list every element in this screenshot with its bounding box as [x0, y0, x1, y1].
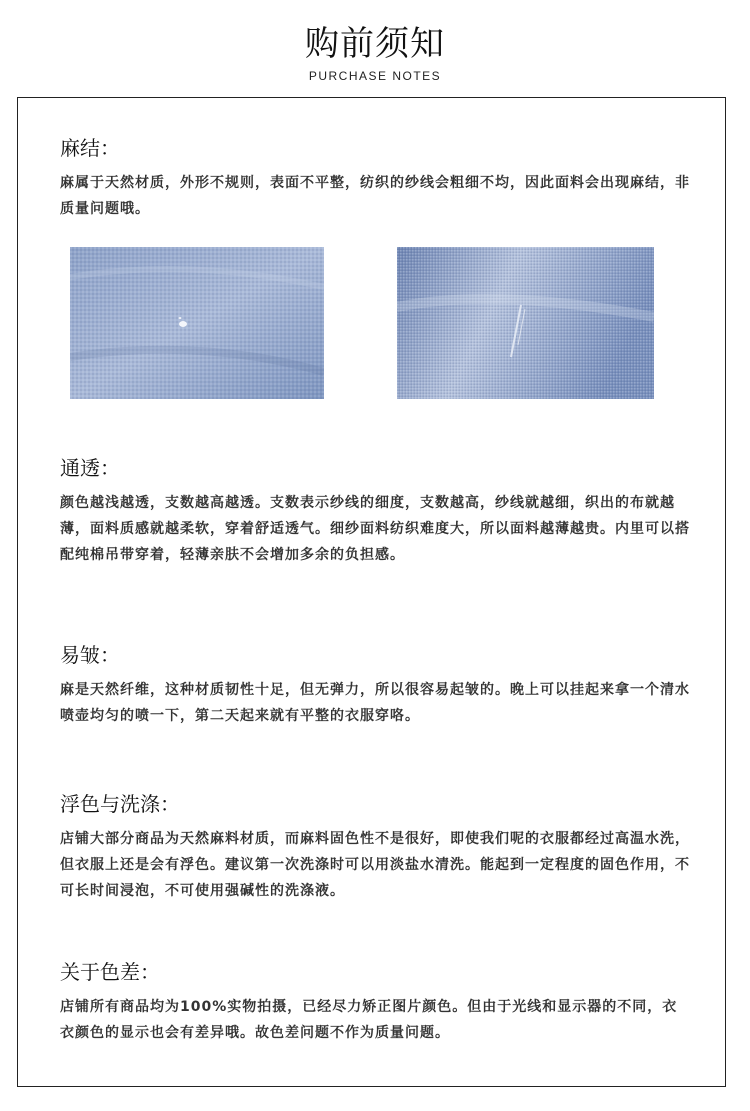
section-title: 麻结： — [60, 136, 120, 160]
section-title: 通透： — [60, 456, 120, 480]
section-text: 店铺大部分商品为天然麻料材质，而麻料固色性不是很好，即使我们呢的衣服都经过高温水洗，但衣服上还是会有浮色。建议第一次洗涤时可以用淡盐水清洗。能起到一定程度的固色作用，不可长时间浸泡，不可使用强碱性的洗涤液。 — [60, 831, 690, 899]
section-title: 易皱： — [60, 643, 120, 667]
section-text: 麻属于天然材质，外形不规则，表面不平整，纺织的纱线会粗细不均，因此面料会出现麻结，非质量问题哦。 — [60, 175, 690, 217]
section-wrinkles — [60, 641, 690, 729]
section-text: 麻是天然纤维，这种材质韧性十足，但无弹力，所以很容易起皱的。晚上可以挂起来拿一个清水喷壶均匀的喷一下，第二天起来就有平整的衣服穿咯。 — [60, 682, 690, 724]
section-color-washing — [60, 790, 690, 904]
fabric-knot-photo-2 — [397, 247, 654, 399]
fabric-knot-photo-1 — [70, 247, 324, 399]
content-frame — [17, 97, 726, 1087]
page-subtitle: PURCHASE NOTES — [308, 69, 442, 83]
section-transparency — [60, 454, 690, 568]
section-color-difference — [60, 958, 690, 1046]
section-linen-knots — [60, 134, 690, 222]
section-text: 颜色越浅越透，支数越高越透。支数表示纱线的细度，支数越高，纱线就越细，织出的布就越薄，面料质感就越柔软，穿着舒适透气。细纱面料纺织难度大，所以面料越薄越贵。内里可以搭配纯棉吊带穿着，轻薄亲肤不会增加多余的负担感。 — [60, 495, 690, 563]
section-title: 浮色与洗涤： — [60, 792, 180, 816]
section-title: 关于色差： — [60, 960, 160, 984]
page-title: 购前须知 — [305, 24, 445, 64]
section-text: 店铺所有商品均为100%实物拍摄，已经尽力矫正图片颜色。但由于光线和显示器的不同，衣衣颜色的显示也会有差异哦。故色差问题不作为质量问题。 — [60, 999, 678, 1041]
page-header — [0, 0, 750, 96]
